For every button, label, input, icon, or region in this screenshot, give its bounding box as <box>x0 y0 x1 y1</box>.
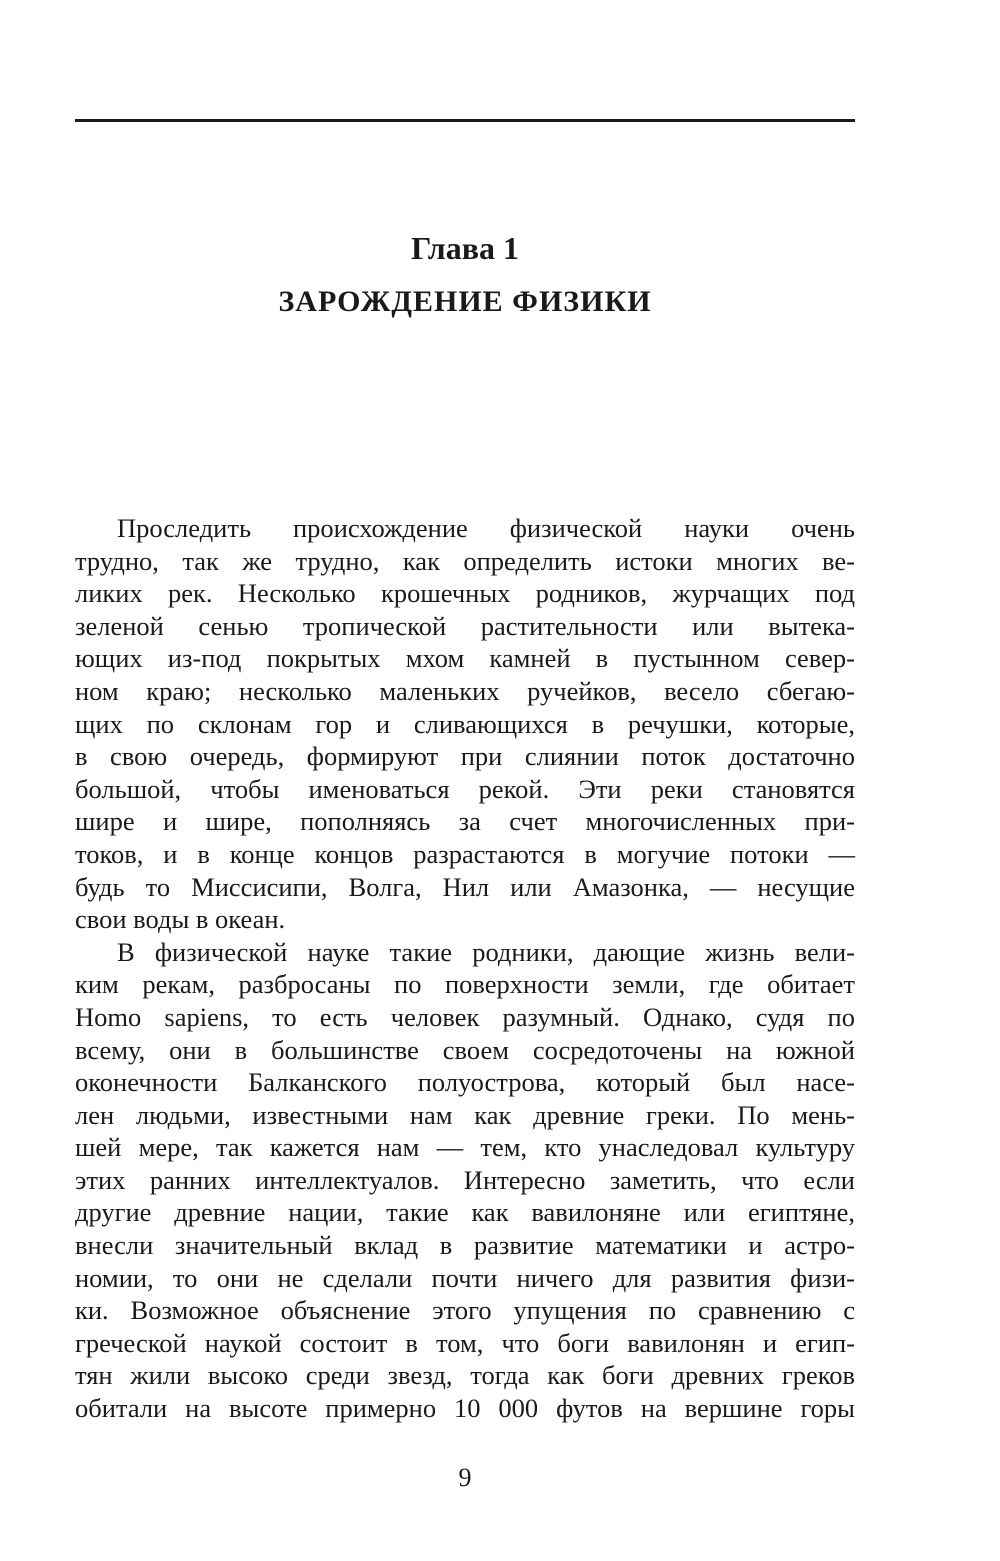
text-line: номии, то они не сделали почти ничего для развития физи- <box>75 1262 855 1293</box>
text-line: В физической науке такие родники, дающие жизнь вели- <box>117 936 855 967</box>
text-line: Проследить происхождение физической науки очень <box>117 513 855 543</box>
text-line: оконечности Балканского полуострова, который был насе- <box>75 1067 855 1098</box>
text-line: щих по склонам гор и сливающихся в речушки, которые, <box>75 708 855 739</box>
header-rule <box>75 119 855 122</box>
text-line: лен людьми, известными нам как древние греки. По мень- <box>75 1099 855 1130</box>
text-line: ном краю; несколько маленьких ручейков, весело сбегаю- <box>75 675 855 706</box>
text-line: трудно, так же трудно, как определить истоки многих ве- <box>75 545 855 576</box>
text-line: свои воды в океан. <box>75 904 286 935</box>
page-number: 9 <box>458 1463 472 1492</box>
text-line: греческой наукой состоит в том, что боги вавилонян и егип- <box>75 1327 855 1358</box>
text-line: будь то Миссисипи, Волга, Нил или Амазонка, — несущие <box>75 871 855 902</box>
text-line: ким рекам, разбросаны по поверхности земли, где обитает <box>75 969 855 1000</box>
chapter-title: ЗАРОЖДЕНИЕ ФИЗИКИ <box>278 285 652 318</box>
chapter-label: Глава 1 <box>411 230 519 266</box>
text-line: этих ранних интеллектуалов. Интересно заметить, что если <box>75 1164 855 1195</box>
body-text <box>75 512 855 1425</box>
text-line: ликих рек. Несколько крошечных родников, журчащих под <box>75 578 855 609</box>
text-line: тян жили высоко среди звезд, тогда как боги древних греков <box>75 1360 855 1391</box>
text-line: шире и шире, пополняясь за счет многочисленных при- <box>75 806 855 837</box>
text-line: обитали на высоте примерно 10 000 футов на вершине горы <box>75 1393 855 1424</box>
text-line: всему, они в большинстве своем сосредоточены на южной <box>75 1034 855 1065</box>
text-line: большой, чтобы именоваться рекой. Эти реки становятся <box>75 773 855 804</box>
text-line: в свою очередь, формируют при слиянии поток достаточно <box>75 741 855 772</box>
text-line: ющих из-под покрытых мхом камней в пустынном север- <box>75 643 855 674</box>
text-line: Homo sapiens, то есть человек разумный. Однако, судя по <box>75 1001 855 1032</box>
text-line: внесли значительный вклад в развитие математики и астро- <box>75 1230 855 1261</box>
text-line: другие древние нации, такие как вавилоняне или египтяне, <box>75 1197 855 1228</box>
text-line: зеленой сенью тропической растительности или вытека- <box>75 610 855 641</box>
text-line: шей мере, так кажется нам — тем, кто унаследовал культуру <box>75 1132 855 1163</box>
text-line: ки. Возможное объяснение этого упущения по сравнению с <box>75 1295 855 1326</box>
text-line: токов, и в конце концов разрастаются в могучие потоки — <box>75 838 855 869</box>
